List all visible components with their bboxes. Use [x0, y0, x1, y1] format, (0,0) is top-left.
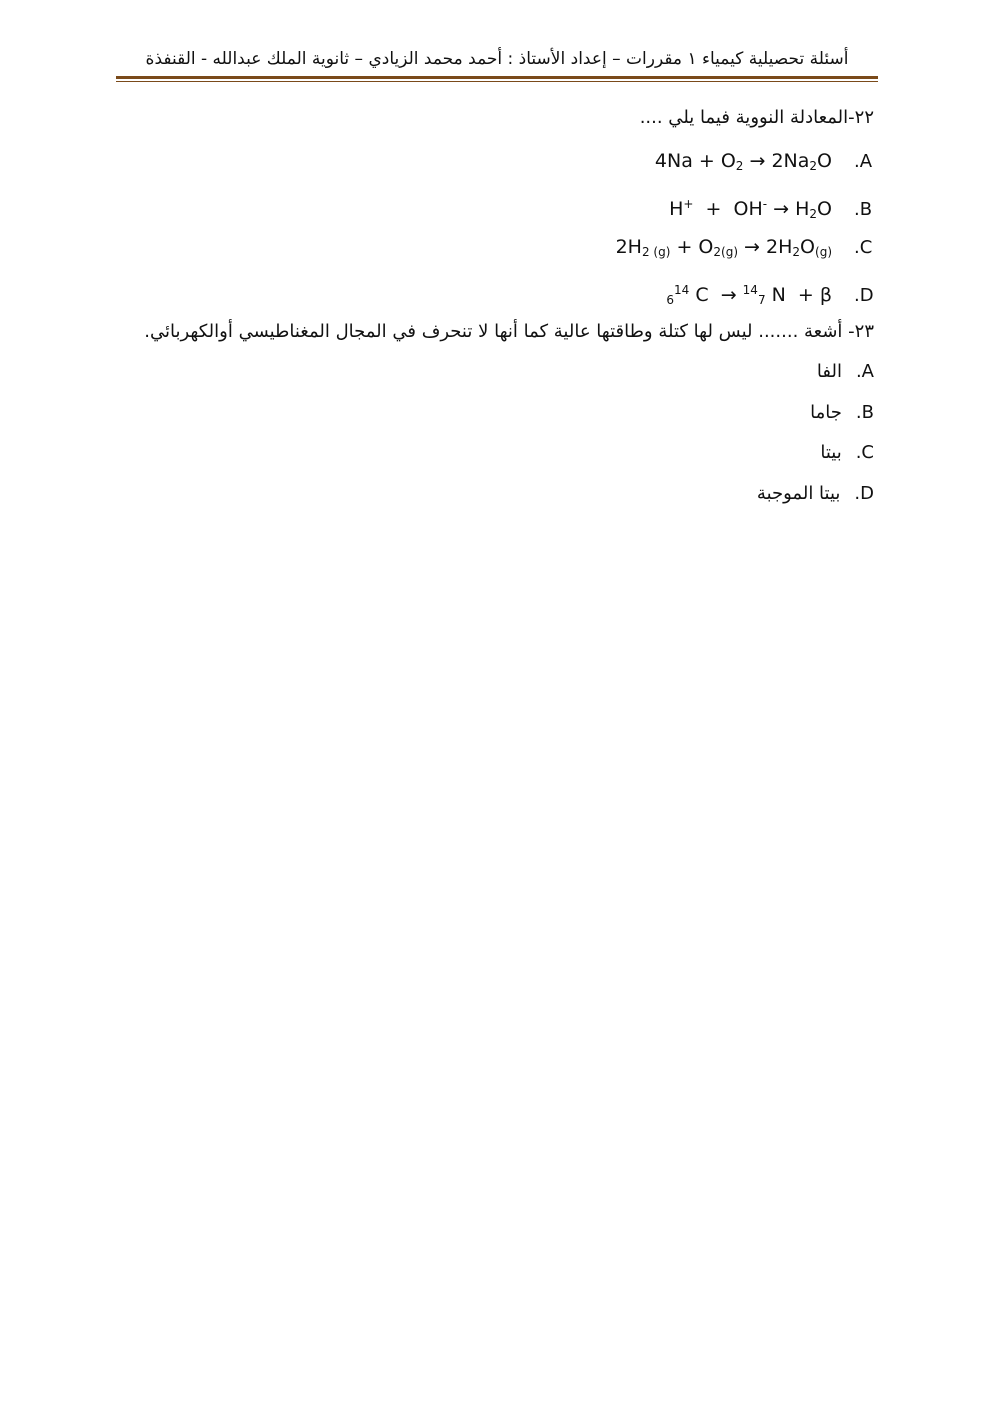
question-22-stem: ٢٢-المعادلة النووية فيما يلي ....: [639, 107, 874, 128]
question-23-option-c: [820, 439, 874, 467]
option-a-letter: .A: [854, 151, 873, 172]
question-22-option-a: [655, 147, 874, 175]
option-b-formula: $H^+ + OH^- \to H_2O$: [669, 197, 832, 221]
question-22-option-d: [666, 276, 874, 307]
option-a-letter: .A: [855, 361, 874, 382]
question-22-option-b: [669, 190, 874, 221]
option-d-letter: .D: [854, 483, 874, 504]
header-rule-thin: [116, 81, 878, 82]
option-b-text: جاما: [810, 402, 842, 423]
option-d-text: بيتا الموجبة: [756, 483, 841, 504]
option-c-letter: .C: [855, 442, 874, 463]
option-c-text: بيتا: [820, 442, 842, 463]
question-23-option-a: [817, 358, 874, 386]
header-rule-thick: [116, 76, 878, 79]
option-a-formula: $4Na + O_2 \to 2Na_2O$: [654, 150, 832, 173]
option-b-letter: .B: [855, 402, 874, 423]
option-b-letter: .B: [854, 199, 873, 220]
header-text: أسئلة تحصيلية كيمياء ١ مقررات – إعداد الأستاذ : أحمد محمد الزيادي – ثانوية الملك عبدالله - القنفذة: [145, 49, 849, 69]
question-23-stem: ٢٣- أشعة ....... ليس لها كتلة وطاقتها عالية كما أنها لا تنحرف في المجال المغناطيسي أوالكهربائي.: [144, 321, 874, 342]
page-header: [118, 44, 876, 74]
question-23-option-b: [810, 399, 874, 427]
question-23-option-d: [757, 480, 874, 508]
option-d-formula: $_6^{14}$ C → $^{14}_7$ N + β: [666, 283, 832, 307]
question-22-option-c: [616, 233, 874, 261]
option-c-formula: $2H_{2 (g)} + O_{2(g)} \to 2H_2O_{(g)}$: [615, 236, 832, 259]
option-d-letter: .D: [854, 285, 874, 306]
option-a-text: الفا: [816, 361, 842, 382]
option-c-letter: .C: [854, 237, 873, 258]
